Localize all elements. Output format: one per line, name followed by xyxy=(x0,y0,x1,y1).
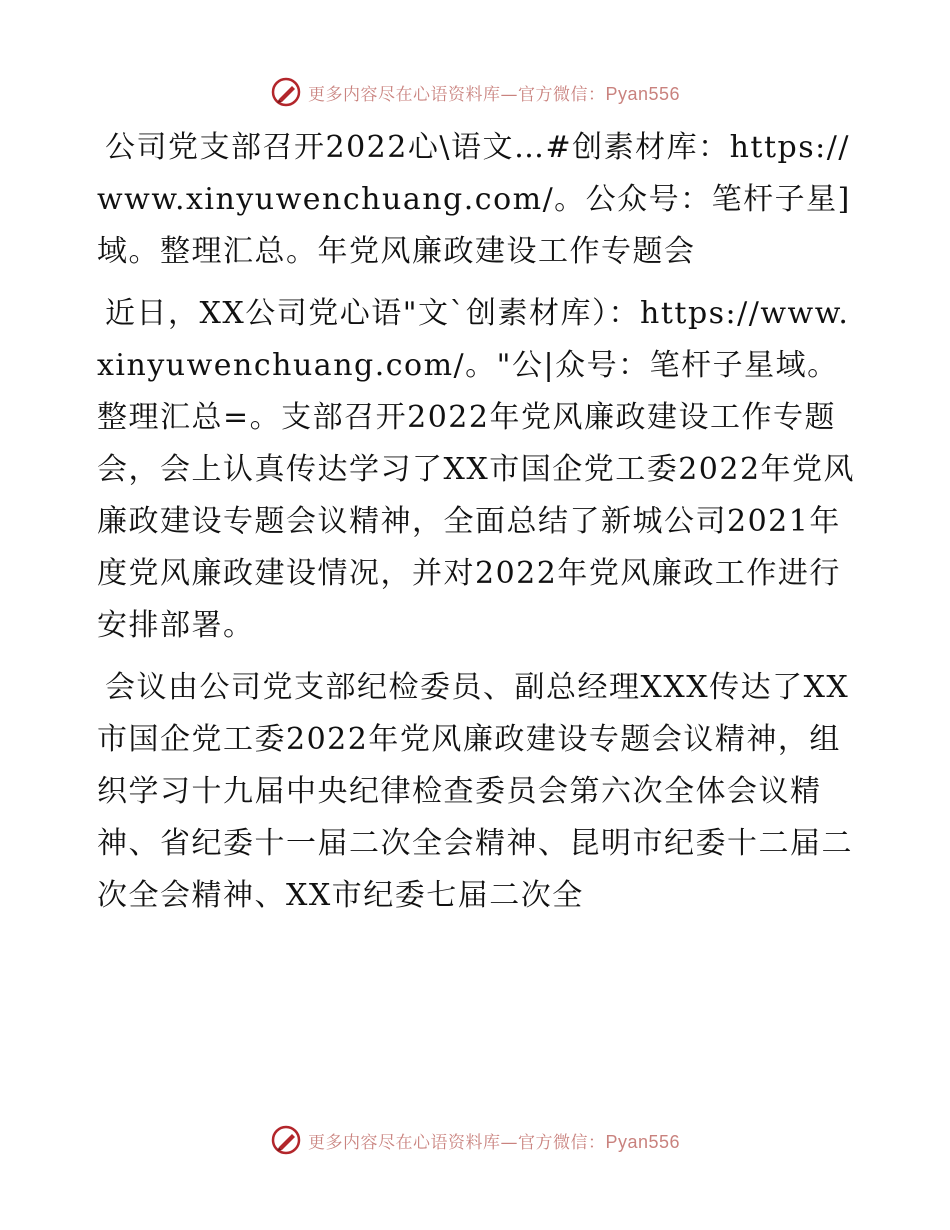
header-banner xyxy=(0,72,950,112)
pen-logo-icon xyxy=(270,76,302,108)
banner-label: 更多内容尽在心语资料库—官方微信： xyxy=(307,84,606,105)
pen-logo-icon xyxy=(270,1124,302,1156)
paragraph-meeting: 会议由公司党支部纪检委员、副总经理XXX传达了XX市国企党工委2022年党风廉政建设专题会议精神，组织学习十九届中央纪律检查委员会第六次全体会议精神、省纪委十一届二次全会精神、昆明市纪委十二届二次全会精神、XX市纪委七届二次全 xyxy=(97,670,853,913)
banner-wechat-handle: Pyan556 xyxy=(605,1131,681,1152)
banner-text xyxy=(308,80,680,105)
paragraph-intro: 近日，XX公司党心语"文`创素材库）：https://www.xinyuwenchuang.com/。"公|众号：笔杆子星域。整理汇总=。支部召开2022年党风廉政建设工作专题会，会上认真传达学习了XX市国企党工委2022年党风廉政建设专题会议精神，全面总结了新城公司2021年度党风廉政建设情况，并对2022年党风廉政工作进行安排部署。 xyxy=(97,296,856,643)
banner-wechat-handle: Pyan556 xyxy=(605,83,681,104)
banner-label: 更多内容尽在心语资料库—官方微信： xyxy=(307,1132,606,1153)
banner-text xyxy=(308,1128,680,1153)
footer-banner xyxy=(0,1120,950,1160)
paragraph-title: 公司党支部召开2022心\语文…#创素材库：https://www.xinyuwenchuang.com/。公众号：笔杆子星]域。整理汇总。年党风廉政建设工作专题会 xyxy=(97,130,851,269)
document-body xyxy=(97,122,857,932)
